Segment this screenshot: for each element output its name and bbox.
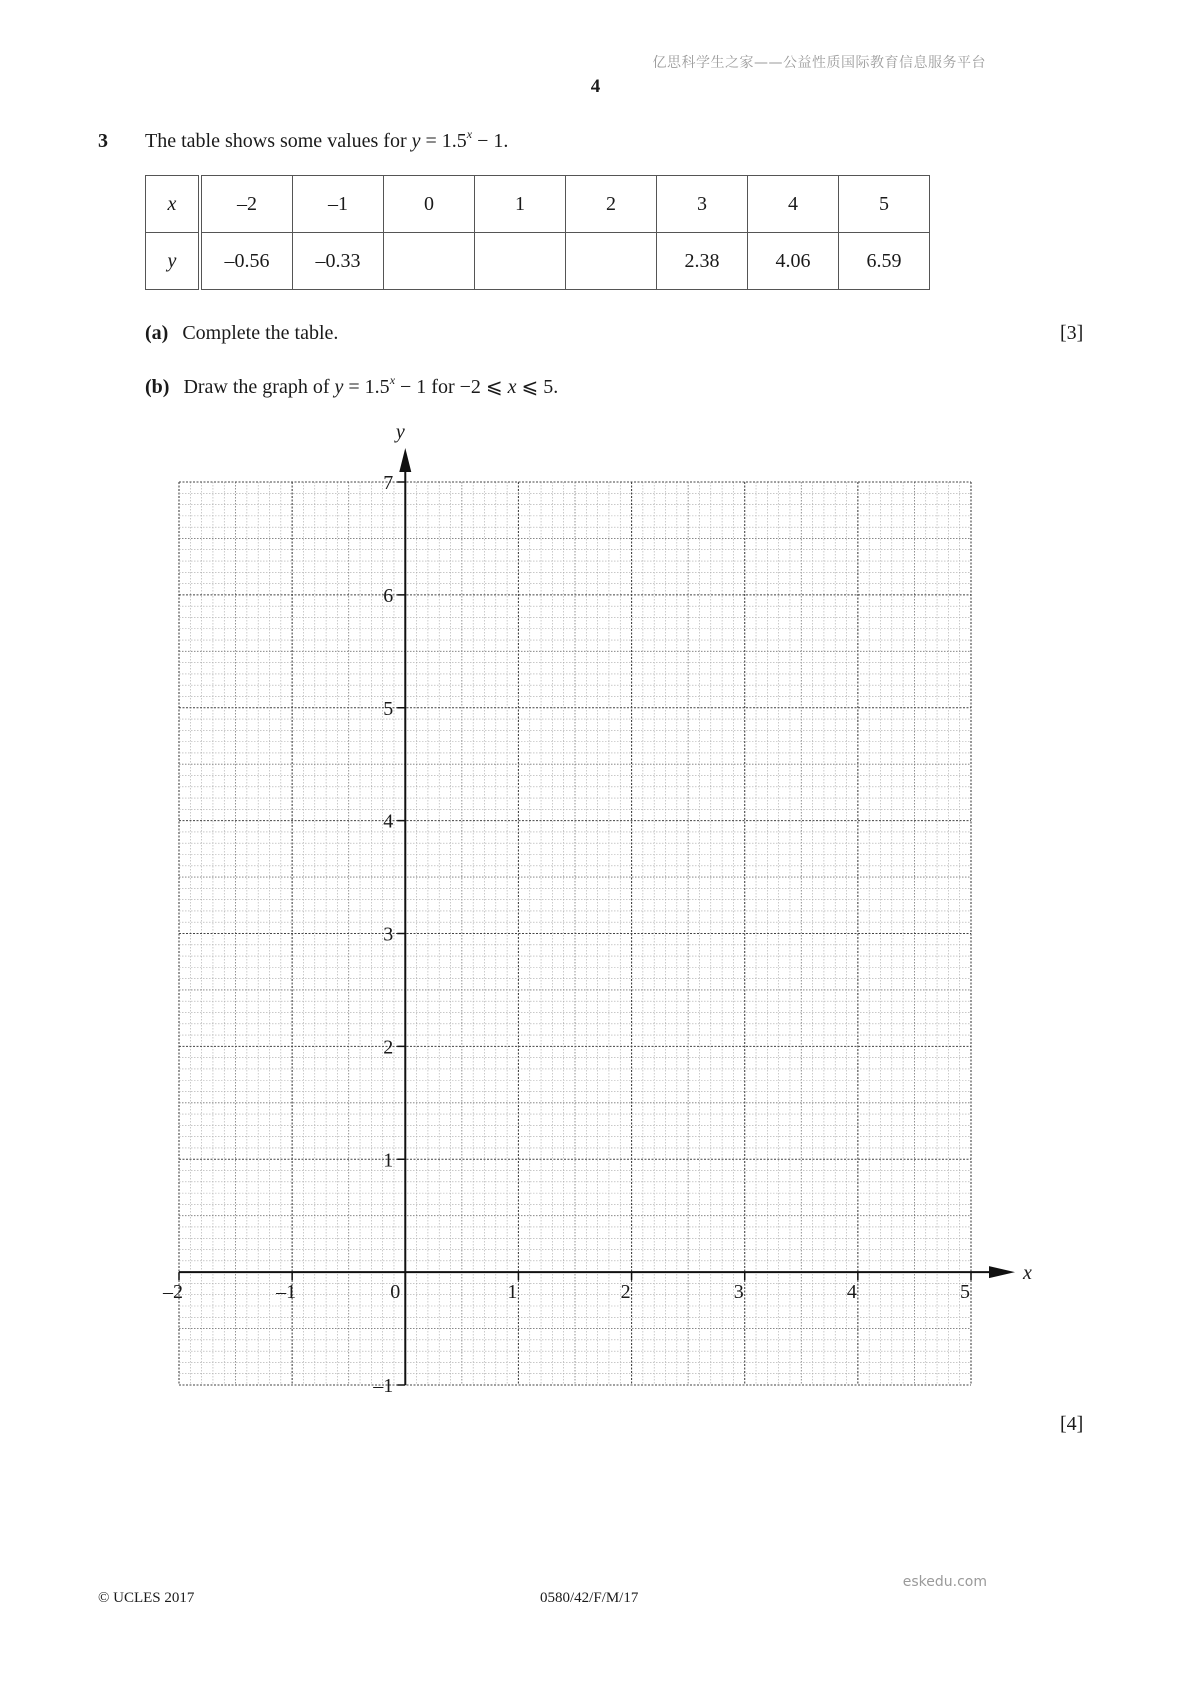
y-tick-label: 2 bbox=[383, 1036, 394, 1059]
part-b-eq-var: x bbox=[507, 376, 517, 398]
y-tick-label: 4 bbox=[383, 810, 394, 833]
part-b-text: Draw the graph of bbox=[183, 376, 335, 398]
part-b-eq-mid: = 1.5 bbox=[343, 376, 390, 398]
x-tick-label: 5 bbox=[960, 1281, 970, 1304]
part-b-eq-end: ⩽ 5. bbox=[516, 376, 559, 398]
x-tick-label: 3 bbox=[733, 1281, 744, 1304]
part-b-eq-rest: − 1 for −2 ⩽ bbox=[395, 376, 508, 398]
part-b-eq-lhs: y bbox=[334, 376, 344, 398]
y-axis-label: y bbox=[395, 421, 405, 443]
table-cell-x: –2 bbox=[200, 176, 293, 233]
part-a-label: (a) bbox=[145, 322, 169, 344]
y-tick-label: 1 bbox=[383, 1149, 394, 1172]
table-cell-x: –1 bbox=[293, 176, 384, 233]
watermark-footer: eskedu.com bbox=[902, 1574, 987, 1590]
table-cell-x: 1 bbox=[475, 176, 566, 233]
table-cell-x: 4 bbox=[748, 176, 839, 233]
x-tick-label: 1 bbox=[507, 1281, 518, 1304]
table-cell-x: 2 bbox=[566, 176, 657, 233]
equation-end: . bbox=[503, 130, 509, 152]
copyright: © UCLES 2017 bbox=[98, 1590, 195, 1606]
y-axis-arrow-icon bbox=[399, 448, 411, 472]
table-cell-y: –0.33 bbox=[293, 233, 384, 290]
part-a-marks: [3] bbox=[1060, 322, 1084, 344]
table-header-x: x bbox=[146, 176, 201, 233]
x-tick-label: 0 bbox=[390, 1281, 401, 1304]
table-cell-x: 3 bbox=[657, 176, 748, 233]
page-number: 4 bbox=[590, 76, 601, 97]
question-number: 3 bbox=[98, 130, 108, 152]
part-b-marks: [4] bbox=[1060, 1413, 1084, 1435]
table-cell-y: 6.59 bbox=[839, 233, 930, 290]
paper-code: 0580/42/F/M/17 bbox=[540, 1590, 639, 1606]
question-stem-text: The table shows some values for bbox=[145, 130, 412, 152]
y-tick-label: –1 bbox=[373, 1375, 394, 1397]
table-cell-y: –0.56 bbox=[200, 233, 293, 290]
table-header-y: y bbox=[146, 233, 201, 290]
equation-lhs: y bbox=[411, 130, 421, 152]
y-tick-label: 3 bbox=[383, 923, 394, 946]
y-tick-label: 7 bbox=[383, 472, 394, 494]
part-b-eq-exponent: x bbox=[389, 373, 396, 387]
table-cell-y: 4.06 bbox=[748, 233, 839, 290]
y-tick-label: 5 bbox=[383, 697, 394, 720]
watermark-header: 亿思科学生之家——公益性质国际教育信息服务平台 bbox=[652, 55, 986, 71]
y-tick-label: 6 bbox=[383, 584, 394, 607]
x-tick-label: –2 bbox=[163, 1281, 183, 1304]
x-axis-label: x bbox=[1023, 1262, 1032, 1285]
equation-exponent: x bbox=[466, 127, 473, 141]
x-axis-arrow-icon bbox=[989, 1266, 1015, 1278]
table-cell-x: 0 bbox=[384, 176, 475, 233]
table-cell-y: 2.38 bbox=[657, 233, 748, 290]
x-tick-label: 4 bbox=[846, 1281, 857, 1304]
x-tick-label: 2 bbox=[620, 1281, 631, 1304]
x-tick-label: –1 bbox=[276, 1281, 297, 1304]
part-a-text: Complete the table. bbox=[182, 322, 339, 344]
table-cell-x: 5 bbox=[839, 176, 930, 233]
equation-eq: = 1.5 bbox=[420, 130, 467, 152]
equation-rest: − 1 bbox=[472, 130, 504, 152]
part-b-label: (b) bbox=[145, 376, 170, 398]
